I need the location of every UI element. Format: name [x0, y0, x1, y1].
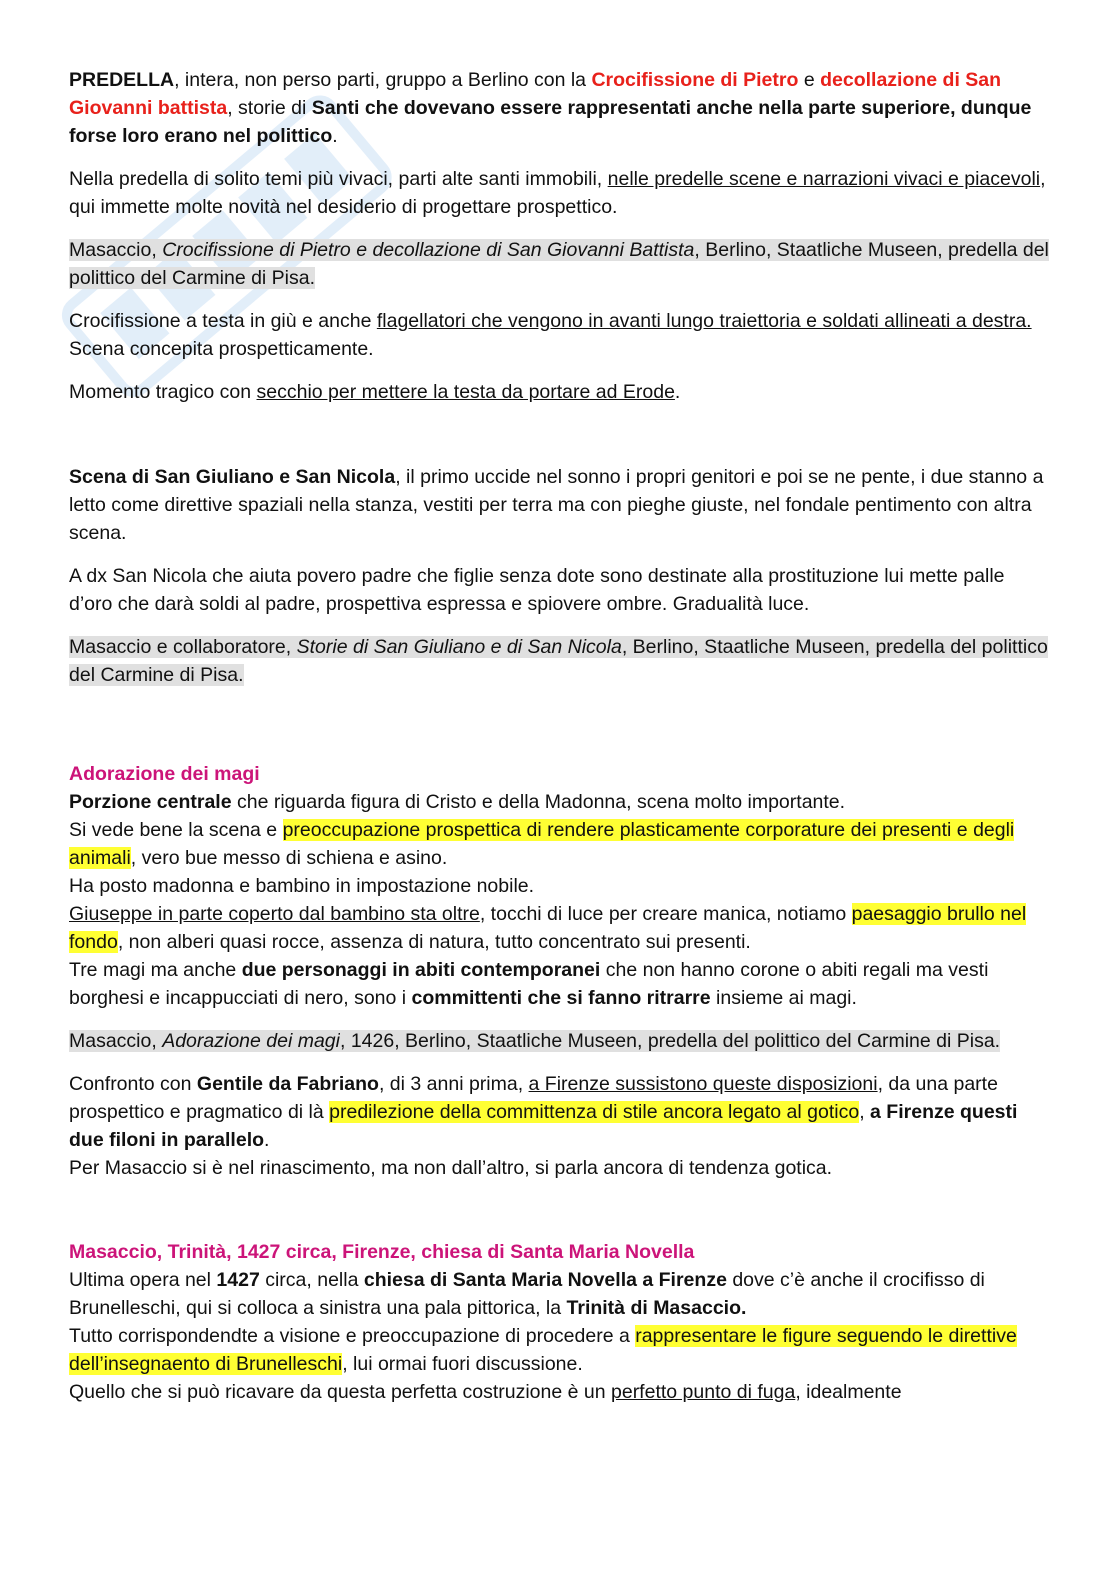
- document-page: [69, 66, 1049, 1406]
- giuliano-nicola-paragraph: Scena di San Giuliano e San Nicola, il primo uccide nel sonno i propri genitori e poi se ne pente, i due stanno a letto come direttive spaziali nella stanza, vestiti per terra ma con pieghe giuste, nel fondale pentimento con altra scena.: [69, 466, 1044, 544]
- adorazione-line-4: Giuseppe in parte coperto dal bambino sta oltre, tocchi di luce per creare manica, notiamo paesaggio brullo nel fondo, non alberi quasi rocce, assenza di natura, tutto concentrato sui presenti.: [69, 903, 1027, 953]
- spacer: [69, 704, 1049, 760]
- artwork-caption-storie: Masaccio e collaboratore, Storie di San Giuliano e di San Nicola, Berlino, Staatliche Museen, predella del polittico del Carmine di Pisa.: [69, 636, 1048, 686]
- adorazione-line-2: Si vede bene la scena e preoccupazione prospettica di rendere plasticamente corporature dei presenti e degli animali, vero bue messo di schiena e asino.: [69, 819, 1015, 869]
- crocifissione-paragraph: Crocifissione a testa in giù e anche flagellatori che vengono in avanti lungo traiettoria e soldati allineati a destra. Scena concepita prospetticamente.: [69, 310, 1032, 360]
- artwork-caption-adorazione: Masaccio, Adorazione dei magi, 1426, Berlino, Staatliche Museen, predella del polittico del Carmine di Pisa.: [69, 1030, 1001, 1052]
- adorazione-line-3: Ha posto madonna e bambino in impostazione nobile.: [69, 875, 535, 897]
- adorazione-line-5: Tre magi ma anche due personaggi in abiti contemporanei che non hanno corone o abiti regali ma vesti borghesi e incappucciati di nero, sono i committenti che si fanno ritrarre insieme ai magi.: [69, 959, 989, 1009]
- trinita-line-1: Ultima opera nel 1427 circa, nella chiesa di Santa Maria Novella a Firenze dove c’è anche il crocifisso di Brunelleschi, qui si colloca a sinistra una pala pittorica, la Trinità di Masaccio.: [69, 1269, 985, 1319]
- spacer: [69, 1182, 1049, 1238]
- predella-intro-paragraph: PREDELLA, intera, non perso parti, gruppo a Berlino con la Crocifissione di Pietro e decollazione di San Giovanni battista, storie di Santi che dovevano essere rappresentati anche nella parte superiore, dunque forse loro erano nel polittico.: [69, 69, 1032, 147]
- spacer: [69, 421, 1049, 463]
- section-heading-adorazione: Adorazione dei magi: [69, 763, 260, 785]
- adorazione-line-1: Porzione centrale che riguarda figura di Cristo e della Madonna, scena molto importante.: [69, 791, 846, 813]
- predella-themes-paragraph: Nella predella di solito temi più vivaci, parti alte santi immobili, nelle predelle scene e narrazioni vivaci e piacevoli, qui immette molte novità nel desiderio di progettare prospettico.: [69, 168, 1046, 218]
- section-heading-trinita: Masaccio, Trinità, 1427 circa, Firenze, chiesa di Santa Maria Novella: [69, 1241, 695, 1263]
- rinascimento-paragraph: Per Masaccio si è nel rinascimento, ma non dall’altro, si parla ancora di tendenza gotica.: [69, 1157, 833, 1179]
- momento-tragico-paragraph: Momento tragico con secchio per mettere la testa da portare ad Erode.: [69, 381, 681, 403]
- artwork-caption-crocifissione: Masaccio, Crocifissione di Pietro e decollazione di San Giovanni Battista, Berlino, Staatliche Museen, predella del polittico del Carmine di Pisa.: [69, 239, 1049, 289]
- confronto-gentile-paragraph: Confronto con Gentile da Fabriano, di 3 anni prima, a Firenze sussistono queste disposizioni, da una parte prospettico e pragmatico di là predilezione della committenza di stile ancora legato al gotico, a Firenze questi due filoni in parallelo.: [69, 1073, 1018, 1151]
- trinita-line-3: Quello che si può ricavare da questa perfetta costruzione è un perfetto punto di fuga, idealmente: [69, 1381, 902, 1403]
- trinita-line-2: Tutto corrispondendte a visione e preoccupazione di procedere a rappresentare le figure seguendo le direttive dell’insegnaento di Brunelleschi, lui ormai fuori discussione.: [69, 1325, 1017, 1375]
- san-nicola-paragraph: A dx San Nicola che aiuta povero padre che figlie senza dote sono destinate alla prostituzione lui mette palle d’oro che darà soldi al padre, prospettiva espressa e spiovere ombre. Gradualità luce.: [69, 565, 1005, 615]
